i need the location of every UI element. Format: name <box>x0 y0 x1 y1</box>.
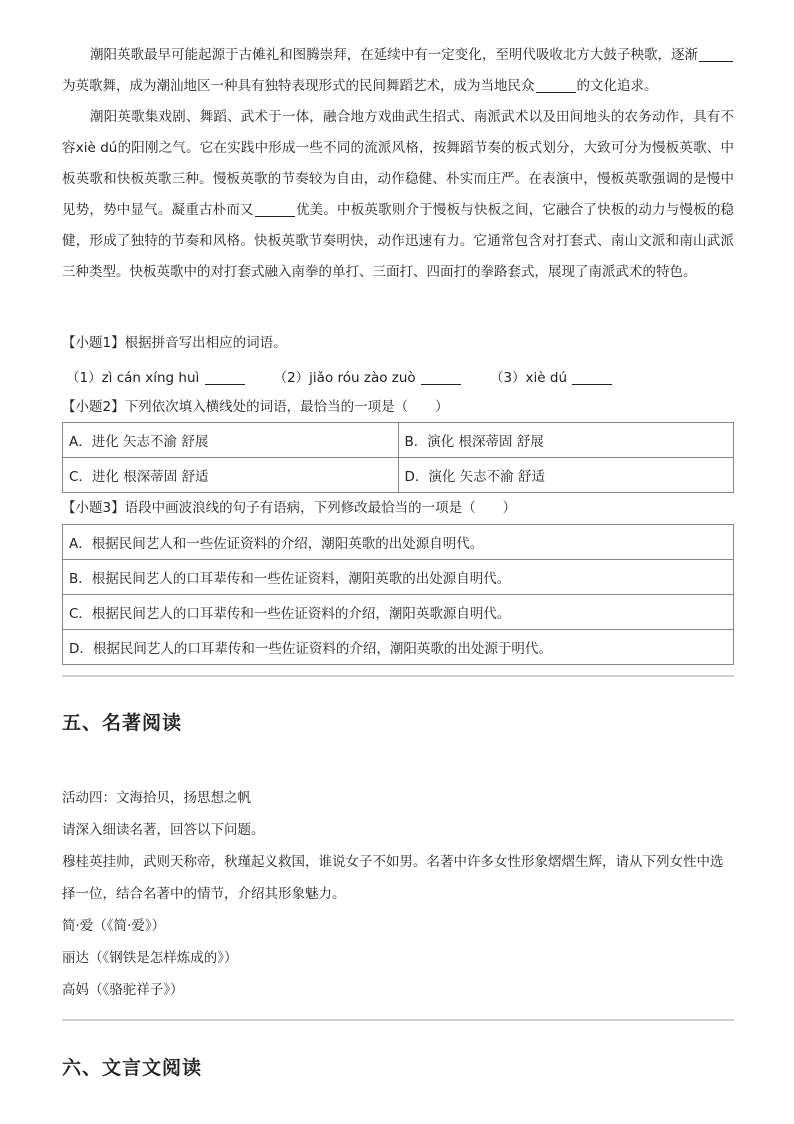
q3-option-a[interactable]: A．根据民间艺人和一些佐证资料的介绍，潮阳英歌的出处源自明代。 <box>63 525 734 560</box>
pinyin-item-1: （1）zì cán xíng huì <box>66 366 246 386</box>
blank-2 <box>536 78 576 93</box>
prompt-text: 穆桂英挂帅，武则天称帝，秋瑾起义救国，谁说女子不如男。名著中许多女性形象熠熠生辉，请从下列女性中选择一位，结合名著中的情节，介绍其形象魅力。 <box>62 854 724 902</box>
activity-title: 活动四：文海拾贝，扬思想之帆 <box>62 790 251 806</box>
q2-option-c[interactable]: C．进化 根深蒂固 舒适 <box>63 458 399 493</box>
choice-item: 简·爱（《简·爱》） <box>62 918 166 934</box>
section-divider-2 <box>62 1019 734 1021</box>
section-6-heading: 六、文言文阅读 <box>62 1057 203 1079</box>
choice-item: 丽达（《钢铁是怎样炼成的》） <box>62 950 238 966</box>
q2-option-d[interactable]: D．演化 矢志不渝 舒适 <box>398 458 734 493</box>
pinyin-item-2: （2）jiǎo róu zào zuò <box>274 366 462 386</box>
passage-paragraph-1: 潮阳英歌最早可能起源于古傩礼和图腾崇拜，在延续中有一定变化，至明代吸收北方大鼓子秧歌，逐渐为英歌舞，成为潮汕地区一种具有独特表现形式的民间舞蹈艺术，成为当地民众 的文化追求。 <box>62 40 734 102</box>
question-1-title: 【小题1】根据拼音写出相应的词语。 <box>62 335 287 351</box>
instruction-text: 请深入细读名著，回答以下问题。 <box>62 822 265 838</box>
question-3-options <box>62 524 734 665</box>
blank-1 <box>699 47 733 62</box>
pinyin-item-3: （3）xiè dú <box>490 366 613 386</box>
section-5-content <box>62 782 734 1006</box>
pinyin-items <box>66 366 613 386</box>
blank-3 <box>255 202 295 217</box>
section-divider-1 <box>62 675 734 677</box>
question-2-options <box>62 422 734 493</box>
answer-blank-2[interactable] <box>421 370 461 385</box>
choice-item: 高妈（《骆驼祥子》） <box>62 982 184 998</box>
answer-blank-1[interactable] <box>205 370 245 385</box>
passage-paragraph-2: 潮阳英歌集戏剧、舞蹈、武术于一体，融合地方戏曲武生招式、南派武术以及田间地头的农务动作，具有不容xiè dú的阳刚之气。它在实践中形成一些不同的流派风格，按舞蹈节奏的板式划分，大致可分为慢板英歌、中板英歌和快板英歌三种。慢板英歌的节奏较为自由，动作稳健、朴实而庄严。在表演中，慢板英歌强调的是慢中见势，势中显气。凝重古朴而又 优美。中板英歌则介于慢板与快板之间，它融合了快板的动力与慢板的稳健，形成了独特的节奏和风格。快板英歌节奏明快，动作迅速有力。它通常包含对打套式、南山文派和南山武派三种类型。快板英歌中的对打套式融入南拳的单打、三面打、四面打的拳路套式，展现了南派武术的特色。 <box>62 109 735 280</box>
question-3-title: 【小题3】语段中画波浪线的句子有语病，下列修改最恰当的一项是（ ） <box>62 500 517 516</box>
q3-option-d[interactable]: D．根据民间艺人的口耳辈传和一些佐证资料的介绍，潮阳英歌的出处源于明代。 <box>63 630 734 665</box>
answer-blank-3[interactable] <box>572 370 612 385</box>
q2-option-a[interactable]: A．进化 矢志不渝 舒展 <box>63 423 399 458</box>
q3-option-b[interactable]: B．根据民间艺人的口耳辈传和一些佐证资料，潮阳英歌的出处源自明代。 <box>63 560 734 595</box>
q2-option-b[interactable]: B．演化 根深蒂固 舒展 <box>398 423 734 458</box>
section-5-heading: 五、名著阅读 <box>62 712 183 734</box>
q3-option-c[interactable]: C．根据民间艺人的口耳辈传和一些佐证资料的介绍，潮阳英歌源自明代。 <box>63 595 734 630</box>
question-2-title: 【小题2】下列依次填入横线处的词语，最恰当的一项是（ ） <box>62 399 449 415</box>
